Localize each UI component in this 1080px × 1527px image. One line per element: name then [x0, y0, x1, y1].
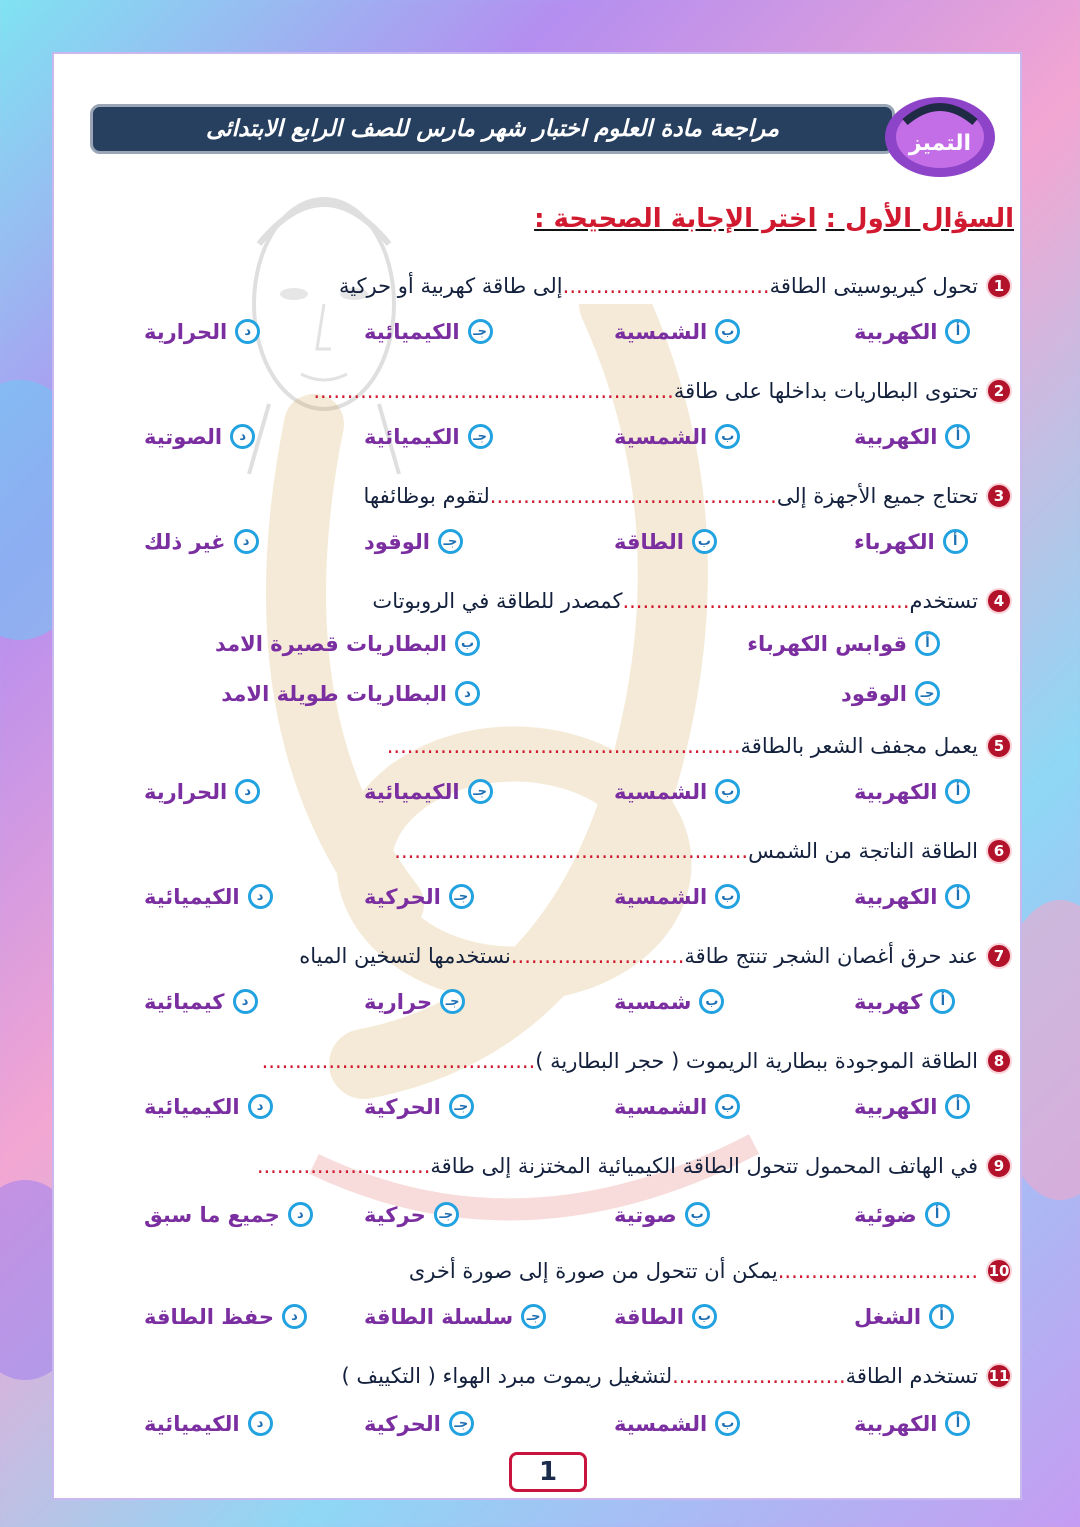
question-number: 1	[986, 273, 1012, 299]
answer-option[interactable]	[144, 424, 255, 449]
option-text: الكيميائية	[144, 884, 240, 909]
option-letter-icon: ب	[715, 1411, 740, 1436]
brand-logo	[880, 82, 1000, 182]
option-letter-icon: جـ	[468, 424, 493, 449]
worksheet-page	[52, 52, 1022, 1500]
answer-option[interactable]	[364, 989, 465, 1014]
option-letter-icon: جـ	[449, 884, 474, 909]
option-text: الحركية	[364, 1411, 441, 1436]
option-letter-icon: أ	[929, 1304, 954, 1329]
answer-option[interactable]	[854, 424, 970, 449]
option-letter-icon: أ	[945, 1411, 970, 1436]
question-text-start: تحول كيريوسيتى الطاقة	[769, 274, 978, 298]
question-text-end: لتقوم بوظائفها	[363, 484, 490, 508]
answer-option[interactable]	[854, 529, 968, 554]
option-text: الشمسية	[614, 319, 708, 344]
answer-option[interactable]	[144, 1094, 273, 1119]
option-text: الصوتية	[144, 424, 223, 449]
header-bar	[90, 104, 895, 154]
option-text: الكيميائية	[144, 1094, 240, 1119]
question-line	[299, 939, 1012, 973]
answer-option[interactable]	[614, 319, 740, 344]
question-number: 2	[986, 378, 1012, 404]
option-text: البطاريات طويلة الامد	[221, 681, 447, 706]
option-letter-icon: د	[455, 681, 480, 706]
answer-option[interactable]	[144, 989, 258, 1014]
option-text: شمسية	[614, 989, 692, 1014]
answer-option[interactable]	[854, 1411, 970, 1436]
option-letter-icon: ب	[692, 1304, 717, 1329]
answer-blank[interactable]: .....................................................	[386, 734, 741, 758]
question-number: 9	[986, 1153, 1012, 1179]
option-letter-icon: د	[248, 884, 273, 909]
answer-blank[interactable]: ...............................	[562, 274, 770, 298]
answer-option[interactable]	[364, 1202, 459, 1227]
question-line	[387, 729, 1012, 763]
instruction-text: اختر الإجابة الصحيحة :	[534, 204, 817, 234]
question-text-start: الطاقة الناتجة من الشمس	[748, 839, 978, 863]
question-number: 10	[986, 1258, 1012, 1284]
answer-option[interactable]	[841, 681, 940, 706]
option-text: الوقود	[841, 681, 907, 706]
option-letter-icon: أ	[915, 631, 940, 656]
option-letter-icon: أ	[945, 884, 970, 909]
answer-option[interactable]	[854, 779, 970, 804]
option-letter-icon: ب	[455, 631, 480, 656]
question-text-start: تحتاج جميع الأجهزة إلى	[776, 484, 978, 508]
question-number: 3	[986, 483, 1012, 509]
question-line	[342, 1359, 1013, 1393]
question-number: 4	[986, 588, 1012, 614]
answer-option[interactable]	[364, 319, 493, 344]
option-letter-icon: د	[288, 1202, 313, 1227]
question-line	[409, 1254, 1012, 1288]
option-letter-icon: د	[233, 989, 258, 1014]
option-text: الحركية	[364, 1094, 441, 1119]
option-letter-icon: جـ	[438, 529, 463, 554]
option-text: الحرارية	[144, 319, 228, 344]
answer-option[interactable]	[144, 779, 260, 804]
option-text: الكهرباء	[854, 529, 935, 554]
option-letter-icon: جـ	[434, 1202, 459, 1227]
option-text: كيميائية	[144, 989, 225, 1014]
option-letter-icon: جـ	[449, 1411, 474, 1436]
question-text-start: الطاقة الموجودة ببطارية الريموت ( حجر البطارية )	[535, 1049, 978, 1073]
option-text: الكهربية	[854, 424, 938, 449]
question-number: 6	[986, 838, 1012, 864]
question-text-start: تستخدم الطاقة	[845, 1364, 978, 1388]
option-text: الشمسية	[614, 779, 708, 804]
option-text: الكيميائية	[364, 779, 460, 804]
answer-blank[interactable]: ..........................	[672, 1364, 846, 1388]
option-text: الشمسية	[614, 1094, 708, 1119]
option-text: الكهربية	[854, 884, 938, 909]
option-letter-icon: ب	[715, 1094, 740, 1119]
option-letter-icon: أ	[943, 529, 968, 554]
answer-blank[interactable]: .........................................	[261, 1049, 536, 1073]
answer-option[interactable]	[854, 989, 955, 1014]
option-text: الطاقة	[614, 1304, 684, 1329]
option-letter-icon: أ	[945, 424, 970, 449]
answer-option[interactable]	[854, 1304, 954, 1329]
answer-blank[interactable]: ..........................	[256, 1154, 431, 1178]
option-letter-icon: ب	[685, 1202, 710, 1227]
option-text: الطاقة	[614, 529, 684, 554]
answer-option[interactable]	[144, 319, 260, 344]
question-line	[313, 374, 1012, 408]
question-text-start: يعمل مجفف الشعر بالطاقة	[740, 734, 978, 758]
answer-option[interactable]	[614, 1411, 740, 1436]
option-text: الشمسية	[614, 884, 708, 909]
question-line	[394, 834, 1012, 868]
answer-option[interactable]	[364, 1094, 474, 1119]
answer-blank[interactable]: ..........................	[510, 944, 685, 968]
answer-option[interactable]	[854, 1094, 970, 1119]
question-line	[339, 269, 1012, 303]
answer-option[interactable]	[364, 884, 474, 909]
option-text: جميع ما سبق	[144, 1202, 280, 1227]
option-letter-icon: أ	[945, 1094, 970, 1119]
answer-option[interactable]	[614, 989, 724, 1014]
answer-option[interactable]	[364, 779, 493, 804]
section-heading	[534, 204, 1014, 234]
option-letter-icon: ب	[715, 319, 740, 344]
option-letter-icon: أ	[945, 779, 970, 804]
option-text: قوابس الكهرباء	[747, 631, 907, 656]
option-text: الكهربية	[854, 1411, 938, 1436]
option-letter-icon: أ	[925, 1202, 950, 1227]
option-letter-icon: ب	[715, 779, 740, 804]
option-text: الشغل	[854, 1304, 922, 1329]
option-letter-icon: أ	[930, 989, 955, 1014]
question-text-start: تحتوى البطاريات بداخلها على طاقة	[673, 379, 978, 403]
answer-option[interactable]	[221, 681, 480, 706]
answer-option[interactable]	[614, 1304, 717, 1329]
option-text: الكيميائية	[144, 1411, 240, 1436]
answer-option[interactable]	[215, 631, 480, 656]
question-text-end: كمصدر للطاقة في الروبوتات	[372, 589, 623, 613]
answer-option[interactable]	[144, 1202, 313, 1227]
option-text: الكهربية	[854, 779, 938, 804]
answer-option[interactable]	[144, 1304, 307, 1329]
answer-option[interactable]	[614, 529, 717, 554]
option-text: الحركية	[364, 884, 441, 909]
option-text: حفظ الطاقة	[144, 1304, 274, 1329]
answer-option[interactable]	[614, 1202, 710, 1227]
option-letter-icon: ب	[699, 989, 724, 1014]
option-letter-icon: ب	[692, 529, 717, 554]
question-number: 7	[986, 943, 1012, 969]
option-letter-icon: جـ	[521, 1304, 546, 1329]
option-text: الكيميائية	[364, 424, 460, 449]
question-text-start: في الهاتف المحمول تتحول الطاقة الكيميائية المختزنة إلى طاقة	[430, 1154, 978, 1178]
option-letter-icon: جـ	[468, 779, 493, 804]
answer-option[interactable]	[364, 529, 463, 554]
answer-option[interactable]	[854, 884, 970, 909]
option-letter-icon: د	[235, 779, 260, 804]
question-text-start: تستخدم	[909, 589, 978, 613]
answer-blank[interactable]: ......................................................	[313, 379, 674, 403]
question-line	[257, 1149, 1012, 1183]
option-text: غير ذلك	[144, 529, 226, 554]
answer-option[interactable]	[144, 529, 259, 554]
option-text: الحرارية	[144, 779, 228, 804]
option-text: البطاريات قصيرة الامد	[214, 631, 447, 656]
option-text: حرارية	[364, 989, 433, 1014]
page-title: مراجعة مادة العلوم اختبار شهر مارس للصف الرابع الابتدائى	[206, 116, 780, 142]
answer-option[interactable]	[854, 1202, 950, 1227]
option-text: الكيميائية	[364, 319, 460, 344]
question-text-end: نستخدمها لتسخين المياه	[299, 944, 511, 968]
question-text-end: يمكن أن تتحول من صورة إلى صورة أخرى	[408, 1259, 778, 1283]
option-text: كهربية	[854, 989, 923, 1014]
answer-blank[interactable]: ..............................	[777, 1259, 978, 1283]
option-text: حركية	[364, 1202, 426, 1227]
answer-option[interactable]	[144, 1411, 273, 1436]
option-text: الشمسية	[614, 1411, 708, 1436]
logo-text: التميز	[908, 131, 972, 156]
answer-option[interactable]	[614, 424, 740, 449]
question-text-end: إلى طاقة كهربية أو حركية	[338, 274, 563, 298]
option-letter-icon: ب	[715, 884, 740, 909]
option-letter-icon: د	[248, 1094, 273, 1119]
question-number: 5	[986, 733, 1012, 759]
question-text-end: لتشغيل ريموت مبرد الهواء ( التكييف )	[341, 1364, 673, 1388]
answer-option[interactable]	[614, 1094, 740, 1119]
option-text: الكهربية	[854, 319, 938, 344]
answer-blank[interactable]: .....................................................	[394, 839, 749, 863]
option-text: الشمسية	[614, 424, 708, 449]
option-letter-icon: ب	[715, 424, 740, 449]
answer-option[interactable]	[747, 631, 940, 656]
answer-option[interactable]	[364, 424, 493, 449]
answer-option[interactable]	[144, 884, 273, 909]
answer-option[interactable]	[614, 779, 740, 804]
question-label: السؤال الأول :	[825, 204, 1014, 234]
option-letter-icon: جـ	[449, 1094, 474, 1119]
option-text: الوقود	[364, 529, 430, 554]
option-letter-icon: أ	[945, 319, 970, 344]
option-letter-icon: د	[234, 529, 259, 554]
answer-option[interactable]	[854, 319, 970, 344]
question-line	[262, 1044, 1012, 1078]
question-number: 8	[986, 1048, 1012, 1074]
question-line	[364, 479, 1012, 513]
option-text: صوتية	[614, 1202, 677, 1227]
answer-option[interactable]	[614, 884, 740, 909]
question-line	[372, 584, 1012, 618]
option-letter-icon: د	[282, 1304, 307, 1329]
option-letter-icon: د	[230, 424, 255, 449]
option-letter-icon: د	[248, 1411, 273, 1436]
option-letter-icon: جـ	[915, 681, 940, 706]
option-letter-icon: جـ	[468, 319, 493, 344]
option-letter-icon: جـ	[440, 989, 465, 1014]
option-text: سلسلة الطاقة	[364, 1304, 514, 1329]
option-letter-icon: د	[235, 319, 260, 344]
answer-blank[interactable]: ...........................................	[489, 484, 777, 508]
question-number: 11	[986, 1363, 1012, 1389]
option-text: الكهربية	[854, 1094, 938, 1119]
answer-option[interactable]	[364, 1411, 474, 1436]
answer-blank[interactable]: ...........................................	[622, 589, 910, 613]
question-text-start: عند حرق أغصان الشجر تنتج طاقة	[684, 944, 978, 968]
option-text: ضوئية	[854, 1202, 917, 1227]
page-number: 1	[509, 1452, 587, 1492]
answer-option[interactable]	[364, 1304, 546, 1329]
